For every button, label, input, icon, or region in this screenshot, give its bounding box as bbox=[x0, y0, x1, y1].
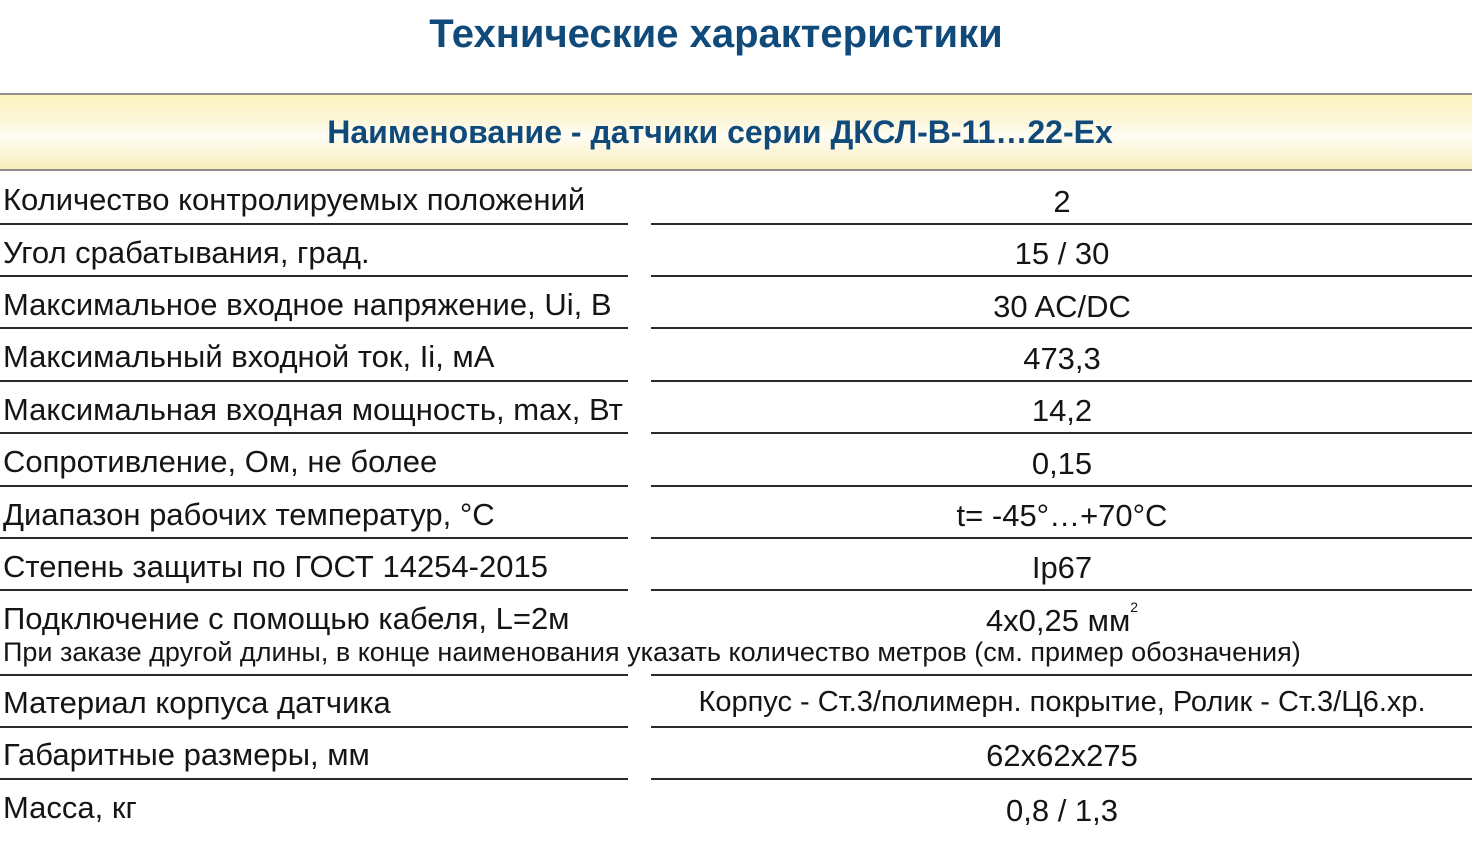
row-value-resistance: 0,15 bbox=[1031, 446, 1093, 481]
row-value-current: 473,3 bbox=[1023, 341, 1101, 376]
row-divider bbox=[651, 275, 1472, 277]
row-label-material: Материал корпуса датчика bbox=[3, 685, 391, 720]
row-divider bbox=[0, 537, 628, 539]
row-label-protection: Степень защиты по ГОСТ 14254-2015 bbox=[3, 549, 548, 584]
row-divider bbox=[651, 726, 1472, 728]
row-divider bbox=[651, 537, 1472, 539]
row-divider bbox=[0, 223, 628, 225]
row-divider bbox=[0, 432, 628, 434]
row-label-power: Максимальная входная мощность, max, Вт bbox=[3, 392, 623, 427]
row-label-angle: Угол срабатывания, град. bbox=[3, 235, 370, 270]
row-label-temperature: Диапазон рабочих температур, °С bbox=[3, 497, 495, 532]
row-divider bbox=[651, 674, 1472, 676]
row-label-dimensions: Габаритные размеры, мм bbox=[3, 737, 370, 772]
row-divider bbox=[0, 380, 628, 382]
row-divider bbox=[651, 485, 1472, 487]
row-divider bbox=[651, 778, 1472, 780]
row-divider bbox=[0, 275, 628, 277]
row-value-cable bbox=[652, 599, 1472, 639]
row-value-voltage: 30 AC/DC bbox=[993, 289, 1131, 324]
row-label-voltage: Максимальное входное напряжение, Ui, В bbox=[3, 287, 612, 322]
row-value-positions: 2 bbox=[1053, 184, 1071, 219]
page-title: Технические характеристики bbox=[429, 12, 1003, 56]
row-value-protection: Ip67 bbox=[1031, 550, 1093, 585]
row-divider bbox=[651, 380, 1472, 382]
row-label-current: Максимальный входной ток, Ii, мА bbox=[3, 339, 495, 374]
row-value-mass: 0,8 / 1,3 bbox=[1005, 793, 1119, 828]
row-label-cable: Подключение с помощью кабеля, L=2м bbox=[3, 601, 570, 636]
row-divider bbox=[0, 778, 628, 780]
row-value-dimensions: 62x62x275 bbox=[986, 738, 1138, 773]
row-divider bbox=[651, 223, 1472, 225]
row-label-positions: Количество контролируемых положений bbox=[3, 182, 586, 217]
row-value-angle: 15 / 30 bbox=[1014, 236, 1110, 271]
row-divider bbox=[0, 726, 628, 728]
row-label-resistance: Сопротивление, Ом, не более bbox=[3, 444, 438, 479]
row-divider bbox=[651, 589, 1472, 591]
row-label-mass: Масса, кг bbox=[3, 790, 137, 825]
table-header: Наименование - датчики серии ДКСЛ-В-11…22-Ex bbox=[327, 114, 1113, 150]
row-divider bbox=[651, 432, 1472, 434]
row-value-power: 14,2 bbox=[1031, 393, 1093, 428]
row-divider bbox=[0, 485, 628, 487]
cable-value-superscript: 2 bbox=[1130, 599, 1139, 615]
row-divider bbox=[0, 327, 628, 329]
row-divider bbox=[0, 589, 628, 591]
row-value-material: Корпус - Ст.3/полимерн. покрытие, Ролик - Ст.3/Ц6.хр. bbox=[698, 686, 1426, 718]
row-divider bbox=[0, 674, 628, 676]
cable-order-note: При заказе другой длины, в конце наименования указать количество метров (см. пример обозначения) bbox=[3, 637, 1301, 667]
cable-value-text: 4x0,25 мм bbox=[985, 603, 1131, 638]
row-divider bbox=[651, 327, 1472, 329]
row-value-temperature: t= -45°…+70°С bbox=[956, 498, 1168, 533]
